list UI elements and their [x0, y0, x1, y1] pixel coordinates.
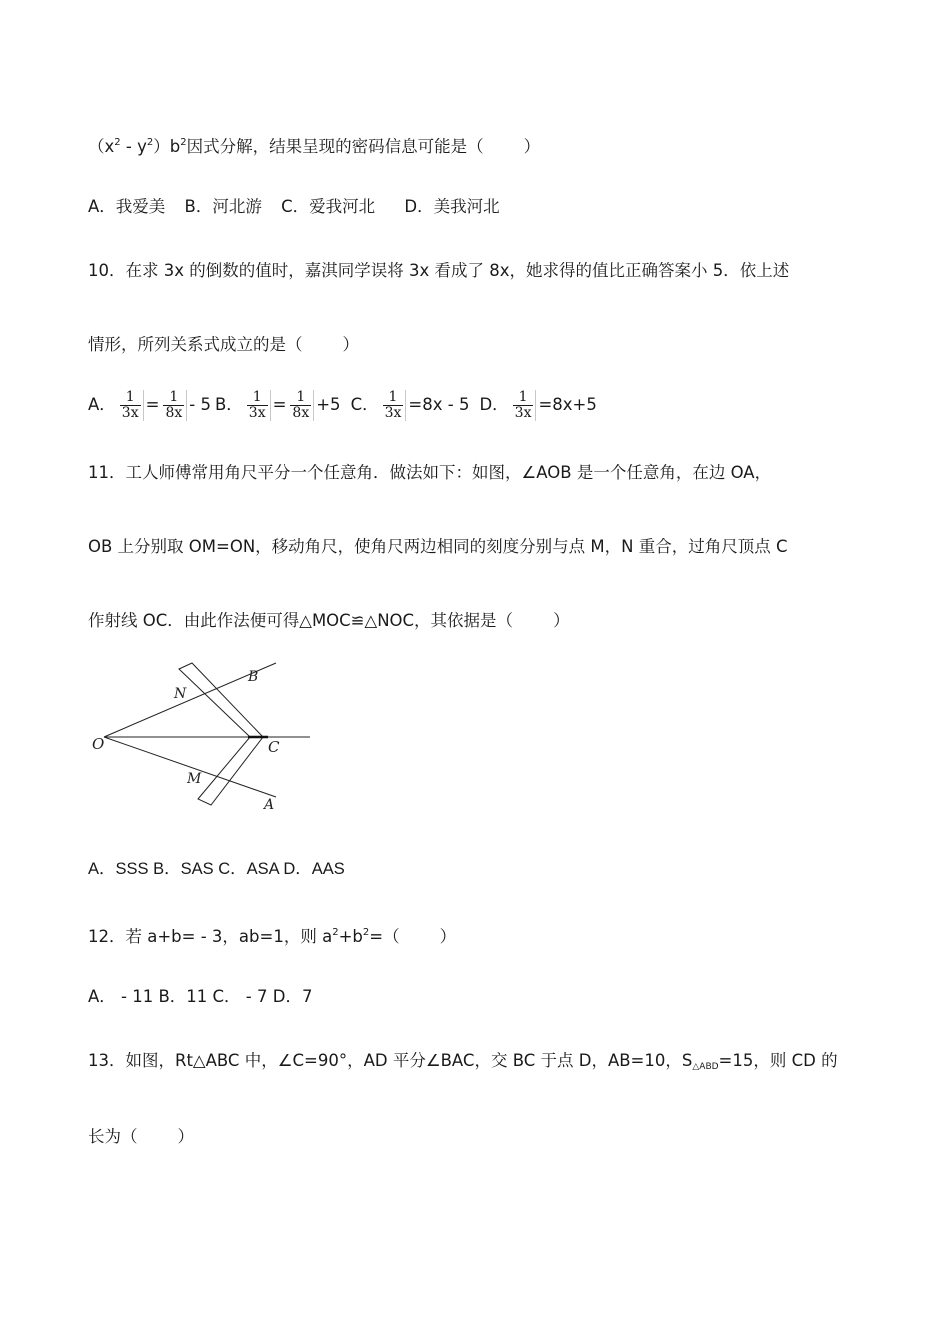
q11-stem-line3: 作射线 OC．由此作法便可得△MOC≌△NOC，其依据是（ ）	[88, 611, 570, 630]
fraction: $\frac{1}{8x}$	[288, 390, 314, 421]
q11-stem-line1: 11．工人师傅常用角尺平分一个任意角．做法如下：如图，∠AOB 是一个任意角，在边 OA，	[88, 463, 772, 482]
q13-stem-line2: 长为（ ）	[88, 1127, 194, 1146]
square-lower-arm	[198, 737, 263, 805]
q9-option-d: D．美我河北	[404, 197, 500, 216]
q13-stem-line1: 13．如图，Rt△ABC 中，∠C=90°，AD 平分∠BAC，交 BC 于点 D，AB=10，$S_{\triangle ABD}=15$，则 CD 的	[88, 1051, 838, 1072]
angle-bisector-figure	[88, 657, 313, 815]
fraction: $\frac{1}{3x}$	[245, 390, 271, 421]
q11-options: A．SSS B．SAS C．ASA D．AAS	[88, 860, 345, 878]
q12-stem: 12．若 a+b= - 3，ab=1，则 $a^2+b^2=$（ ）	[88, 927, 457, 946]
label-o: O	[92, 735, 105, 753]
ray-oa	[104, 737, 276, 797]
fraction: $\frac{1}{3x}$	[381, 390, 407, 421]
label-m: M	[187, 771, 202, 787]
fraction: $\frac{1}{3x}$	[118, 390, 144, 421]
q10-stem-line1: 10．在求 3x 的倒数的值时，嘉淇同学误将 3x 看成了 8x，她求得的值比正确答案小 5．依上述	[88, 261, 790, 280]
q9-option-a: A．我爱美	[88, 197, 166, 216]
q10-options	[88, 384, 597, 426]
label-c: C	[268, 738, 280, 756]
q9-options	[88, 196, 500, 218]
q12-options: A． - 11 B．11 C． - 7 D．7	[88, 987, 313, 1006]
q10-option-c: C． $\frac{1}{3x}$ =8x - 5	[350, 388, 470, 421]
label-n: N	[174, 686, 187, 702]
q10-option-a: A． $\frac{1}{3x}$ = $\frac{1}{8x}$ - 5	[88, 388, 211, 421]
q10-option-d: D． $\frac{1}{3x}$ =8x+5	[479, 388, 597, 421]
fraction: $\frac{1}{8x}$	[161, 390, 187, 421]
q9-stem-tail: $(x^2 - y^2)b^2$因式分解，结果呈现的密码信息可能是（ ）	[88, 137, 541, 156]
q9-option-c: C．爱我河北	[281, 197, 376, 216]
q9-option-b: B．河北游	[184, 197, 262, 216]
fraction: $\frac{1}{3x}$	[511, 390, 537, 421]
label-a: A	[264, 797, 275, 813]
q11-stem-line2: OB 上分别取 OM=ON，移动角尺，使角尺两边相同的刻度分别与点 M，N 重合，过角尺顶点 C	[88, 537, 788, 556]
q10-option-b: B． $\frac{1}{3x}$ = $\frac{1}{8x}$ +5	[214, 388, 341, 421]
label-b: B	[248, 669, 259, 685]
q10-stem-line2: 情形，所列关系式成立的是（ ）	[88, 335, 359, 354]
